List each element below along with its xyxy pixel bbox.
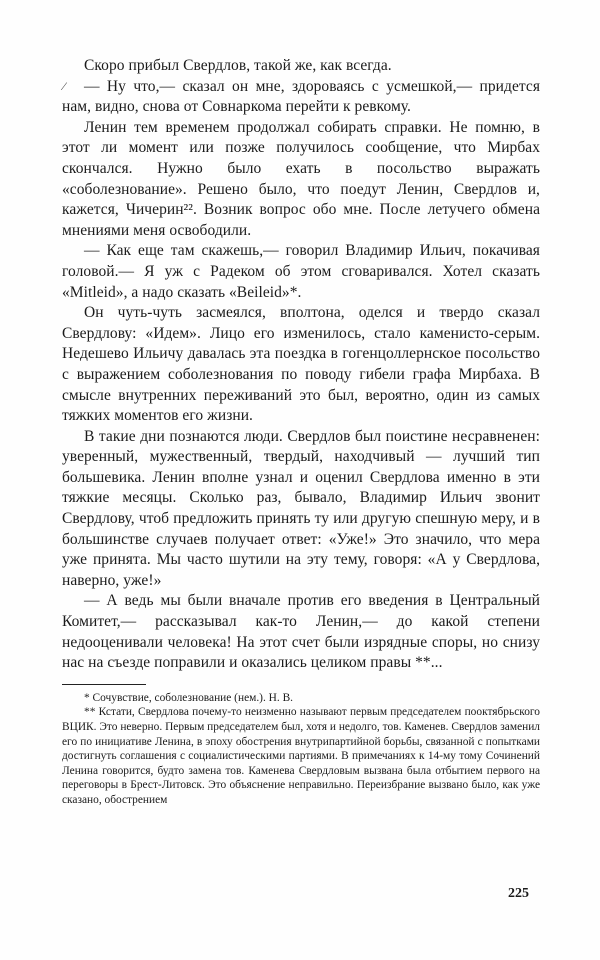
paragraph-5: Он чуть-чуть засмеялся, вполтона, оделся и твердо сказал Свердлову: «Идем». Лицо его изменилось, стало каменисто-серым. Недешево Ильичу давалась эта поездка в гогенцоллернское посольство с выражением соболезнования по поводу гибели графа Мирбаха. В смысле внутренних переживаний это был, вероятно, один из самых тяжких моментов его жизни. [62,304,540,425]
paragraph-4: — Как еще там скажешь,— говорил Владимир Ильич, покачивая головой.— Я уж с Радеком об этом сговаривался. Хотел сказать «Mitleid», а надо сказать «Beileid»*. [62,242,540,301]
footnotes [62,691,540,808]
main-text [62,56,540,674]
book-page [62,56,540,808]
paragraph-7: — А ведь мы были вначале против его введения в Центральный Комитет,— рассказывал как-то Ленин,— до какой степени недооценивали человека! На этот счет были изрядные споры, но снизу нас на съезде поправили и оказались целиком правы **... [62,592,540,672]
paragraph-2: — Ну что,— сказал он мне, здороваясь с усмешкой,— придется нам, видно, снова от Совнаркома перейти к ревкому. [62,77,540,116]
footnote-2: ** Кстати, Свердлова почему-то неизменно называют первым председателем пооктябрьского ВЦИК. Это неверно. Первым председателем был, хотя и недолго, тов. Каменев. Свердлов заменил его по инициативе Ленина, в эпоху обострения внутрипартийной борьбы, связанной с попытками достигнуть соглашения с социалистическими партиями. В примечаниях к 14-му тому Сочинений Ленина говорится, будто замена тов. Каменева Свердловым вызвана была отбытием первого на переговоры в Брест-Литовск. Это объяснение неправильно. Переизбрание вызвано было, как уже сказано, обострением [62,706,540,806]
paragraph-1: Скоро прибыл Свердлов, такой же, как всегда. [84,57,392,74]
pencil-tick-mark: ⁄ [63,79,66,93]
paragraph-3: Ленин тем временем продолжал собирать справки. Не помню, в этот ли момент или позже получилось сообщение, что Мирбах скончался. Нужно было ехать в посольство выражать «соболезнование». Решено было, что поедут Ленин, Свердлов и, кажется, Чичерин²². Возник вопрос обо мне. После летучего обмена мнениями меня освободили. [62,118,540,239]
footnote-divider [62,684,146,685]
footnote-1: * Сочувствие, соболезнование (нем.). Н. В. [84,691,294,704]
page-number: 225 [508,886,529,901]
paragraph-6: В такие дни познаются люди. Свердлов был поистине несравненен: уверенный, мужественный, твердый, находчивый — лучший тип большевика. Ленин вполне узнал и оценил Свердлова именно в эти тяжкие месяцы. Сколько раз, бывало, Владимир Ильич звонит Свердлову, чтоб предложить принять ту или другую спешную меру, и в большинстве случаев получает ответ: «Уже!» Это значило, что мера уже принята. Мы часто шутили на эту тему, говоря: «А у Свердлова, наверно, уже!» [62,427,540,589]
